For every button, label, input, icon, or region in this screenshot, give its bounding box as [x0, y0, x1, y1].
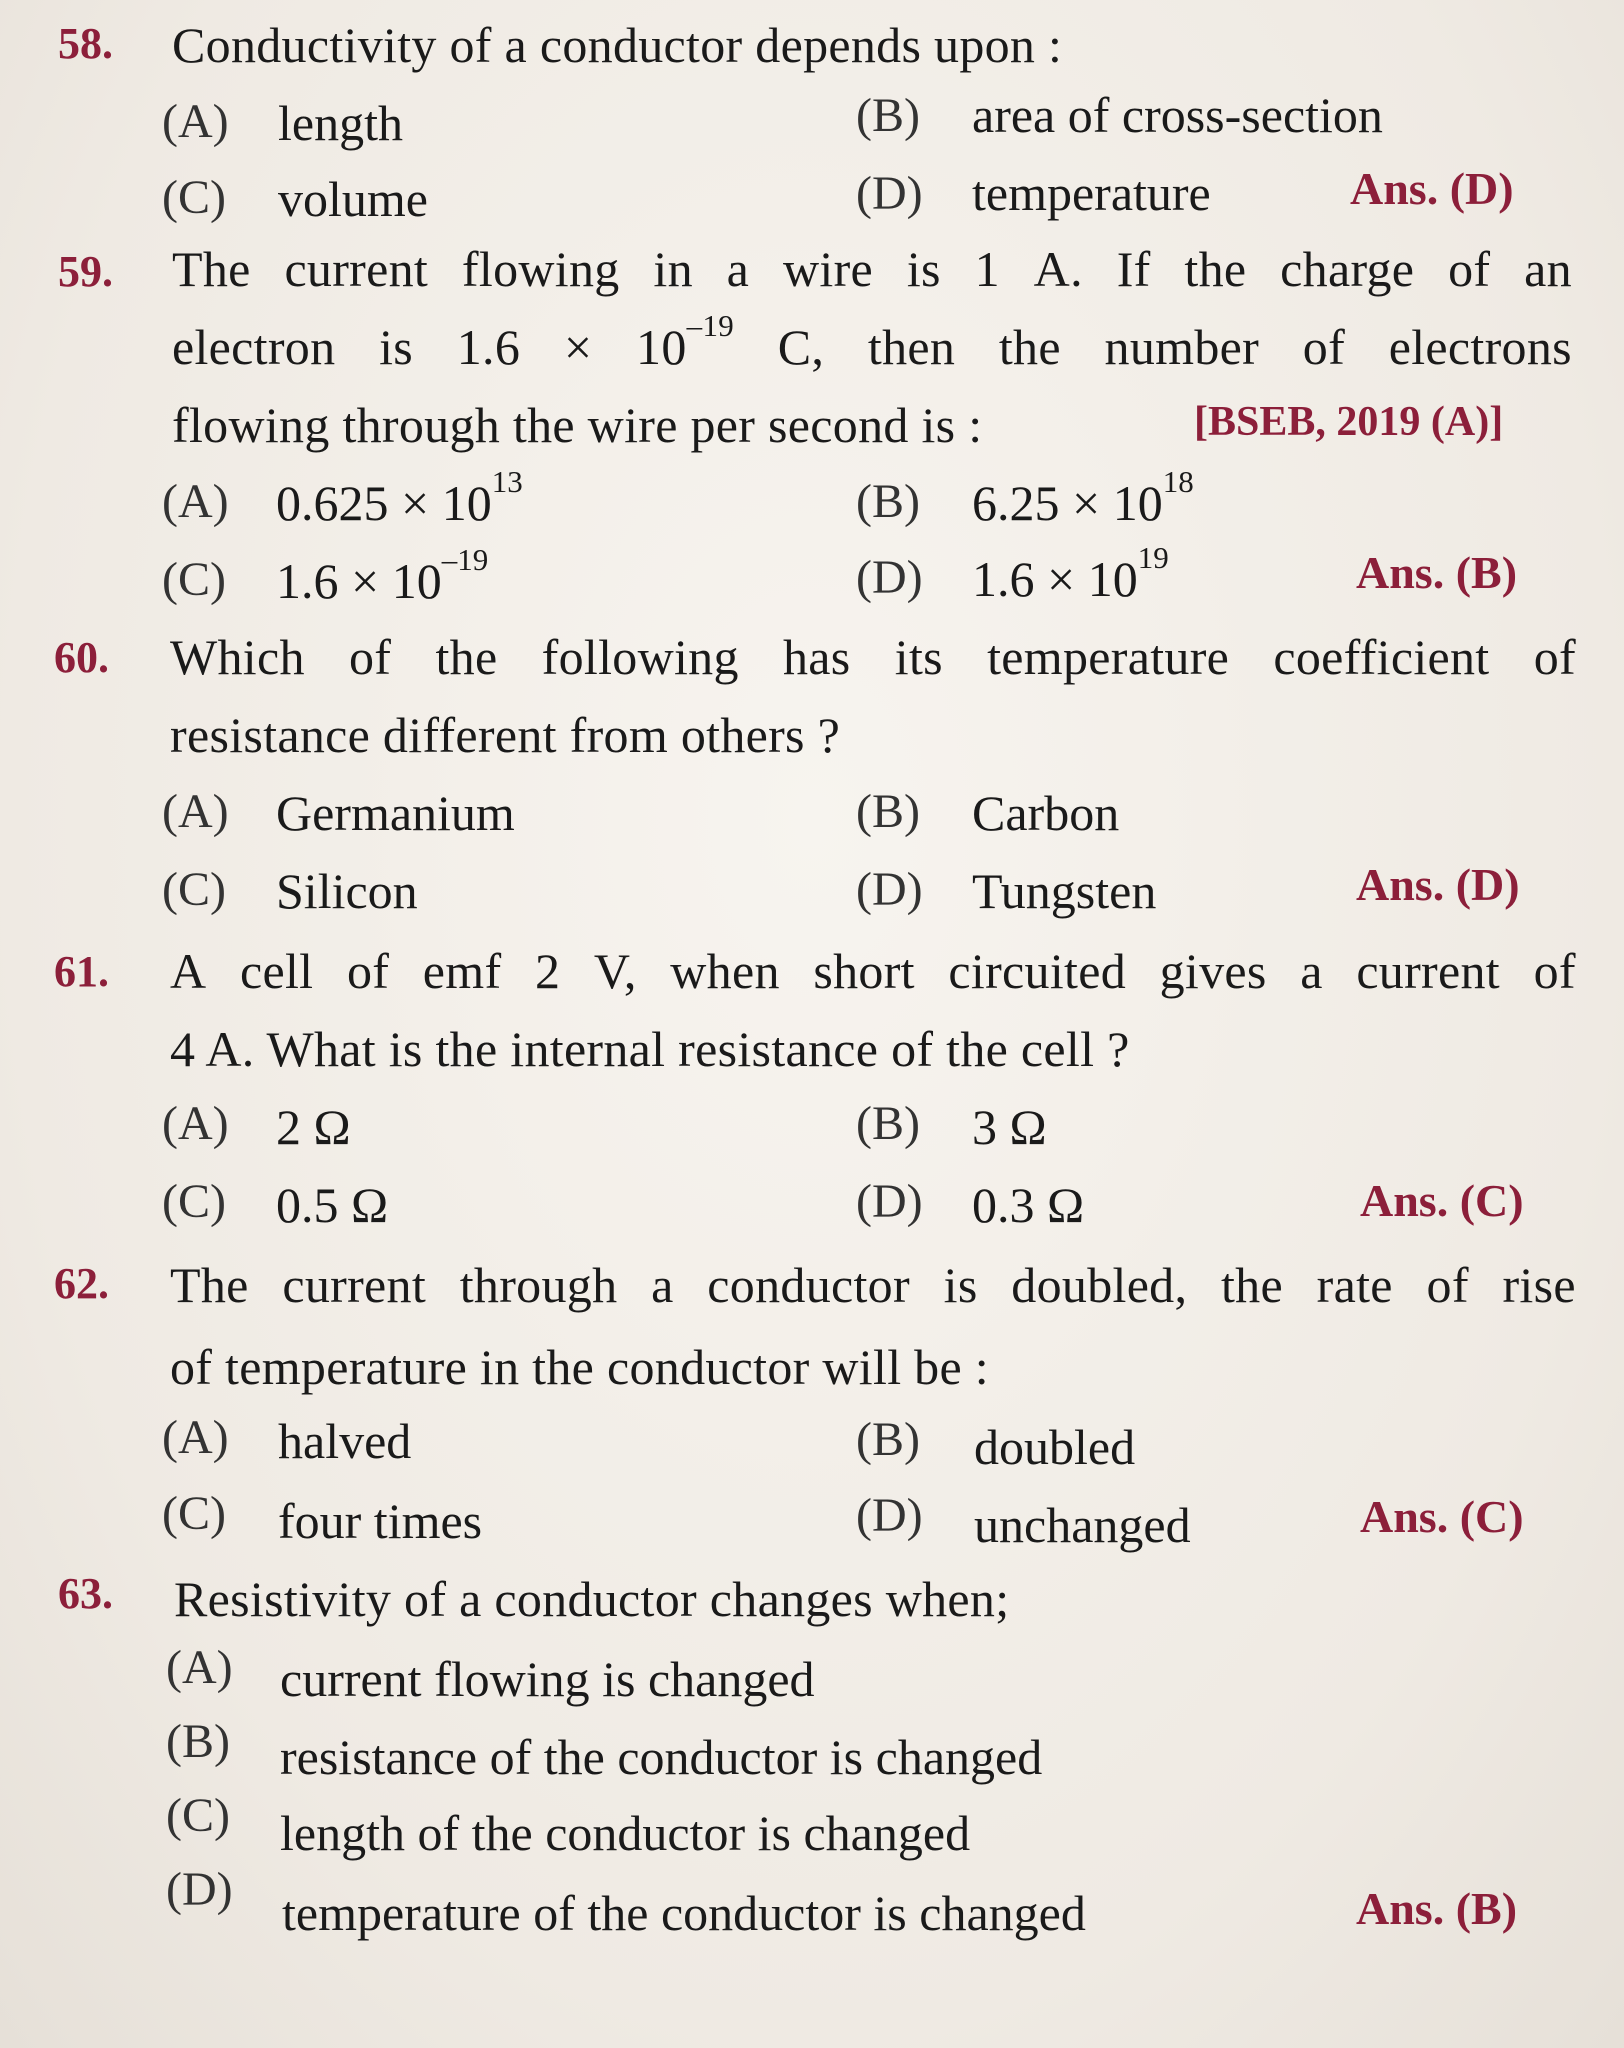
question-text: 4 A. What is the internal resistance of the cell ? — [170, 1021, 1130, 1077]
option-letter: (A) — [166, 1641, 233, 1694]
option-text: halved — [278, 1413, 412, 1469]
question-number: 59. — [58, 247, 113, 296]
option-letter: (C) — [162, 171, 226, 224]
option-letter: (D) — [856, 1175, 923, 1228]
option-text: resistance of the conductor is changed — [280, 1729, 1043, 1785]
option-letter: (B) — [166, 1715, 230, 1768]
option-text: Tungsten — [972, 863, 1157, 919]
question-text: Resistivity of a conductor changes when; — [174, 1571, 1010, 1627]
answer-label: Ans. (B) — [1356, 1883, 1518, 1934]
option-letter: (B) — [856, 475, 920, 528]
option-text: 2 Ω — [276, 1099, 351, 1155]
option-text: temperature of the conductor is changed — [282, 1885, 1086, 1941]
option-text: temperature — [972, 165, 1211, 221]
option-letter: (B) — [856, 785, 920, 838]
answer-label: Ans. (B) — [1356, 547, 1518, 598]
option-letter: (D) — [856, 1489, 923, 1542]
answer-label: Ans. (C) — [1360, 1491, 1524, 1542]
question-text: The current flowing in a wire is 1 A. If the charge of an — [172, 241, 1572, 297]
option-letter: (A) — [162, 1411, 229, 1464]
option-letter: (C) — [162, 553, 226, 606]
question-number: 63. — [58, 1569, 113, 1618]
option-letter: (A) — [162, 95, 229, 148]
answer-label: Ans. (C) — [1360, 1175, 1524, 1226]
option-text: area of cross-section — [972, 87, 1383, 143]
question-text: of temperature in the conductor will be : — [170, 1339, 989, 1395]
exam-reference: [BSEB, 2019 (A)] — [1194, 399, 1504, 445]
option-letter: (B) — [856, 1097, 920, 1150]
question-text: flowing through the wire per second is : — [172, 397, 983, 453]
question-text: Which of the following has its temperature coefficient of — [170, 629, 1576, 685]
option-text: 0.3 Ω — [972, 1177, 1085, 1233]
option-text: $0.625 \times 10^{13}$ — [276, 464, 523, 531]
option-text: length — [278, 95, 403, 151]
option-text: four times — [278, 1493, 483, 1549]
option-letter: (C) — [166, 1789, 230, 1842]
question-text: resistance different from others ? — [170, 707, 841, 763]
option-letter: (D) — [856, 551, 923, 604]
option-letter: (D) — [856, 863, 923, 916]
option-text: length of the conductor is changed — [280, 1805, 971, 1861]
option-text: $1.6 \times 10^{-19}$ — [276, 542, 489, 609]
option-letter: (A) — [162, 1097, 229, 1150]
option-text: $1.6 \times 10^{19}$ — [972, 540, 1169, 607]
option-letter: (D) — [166, 1863, 233, 1916]
option-text: $6.25 \times 10^{18}$ — [972, 464, 1194, 531]
option-text: Carbon — [972, 785, 1120, 841]
option-text: 0.5 Ω — [276, 1177, 389, 1233]
option-letter: (A) — [162, 475, 229, 528]
question-number: 61. — [54, 947, 109, 996]
option-text: 3 Ω — [972, 1099, 1047, 1155]
option-text: Germanium — [276, 785, 515, 841]
question-text: electron is 1.6 × $10^{-19}$ C, then the number of electrons — [172, 308, 1572, 375]
option-text: doubled — [974, 1419, 1136, 1475]
option-letter: (A) — [162, 785, 229, 838]
option-text: unchanged — [974, 1497, 1191, 1553]
option-letter: (C) — [162, 863, 226, 916]
question-number: 58. — [58, 19, 113, 68]
option-letter: (C) — [162, 1175, 226, 1228]
option-text: volume — [278, 171, 428, 227]
question-number: 60. — [54, 633, 109, 682]
option-letter: (C) — [162, 1487, 226, 1540]
option-letter: (D) — [856, 167, 923, 220]
option-letter: (B) — [856, 89, 920, 142]
question-text: The current through a conductor is doubled, the rate of rise — [170, 1257, 1576, 1313]
option-text: current flowing is changed — [280, 1651, 815, 1707]
answer-label: Ans. (D) — [1350, 163, 1514, 214]
option-letter: (B) — [856, 1413, 920, 1466]
option-text: Silicon — [276, 863, 418, 919]
question-text: A cell of emf 2 V, when short circuited gives a current of — [170, 943, 1576, 999]
question-number: 62. — [54, 1259, 109, 1308]
question-text: Conductivity of a conductor depends upon : — [172, 17, 1063, 73]
answer-label: Ans. (D) — [1356, 859, 1520, 910]
